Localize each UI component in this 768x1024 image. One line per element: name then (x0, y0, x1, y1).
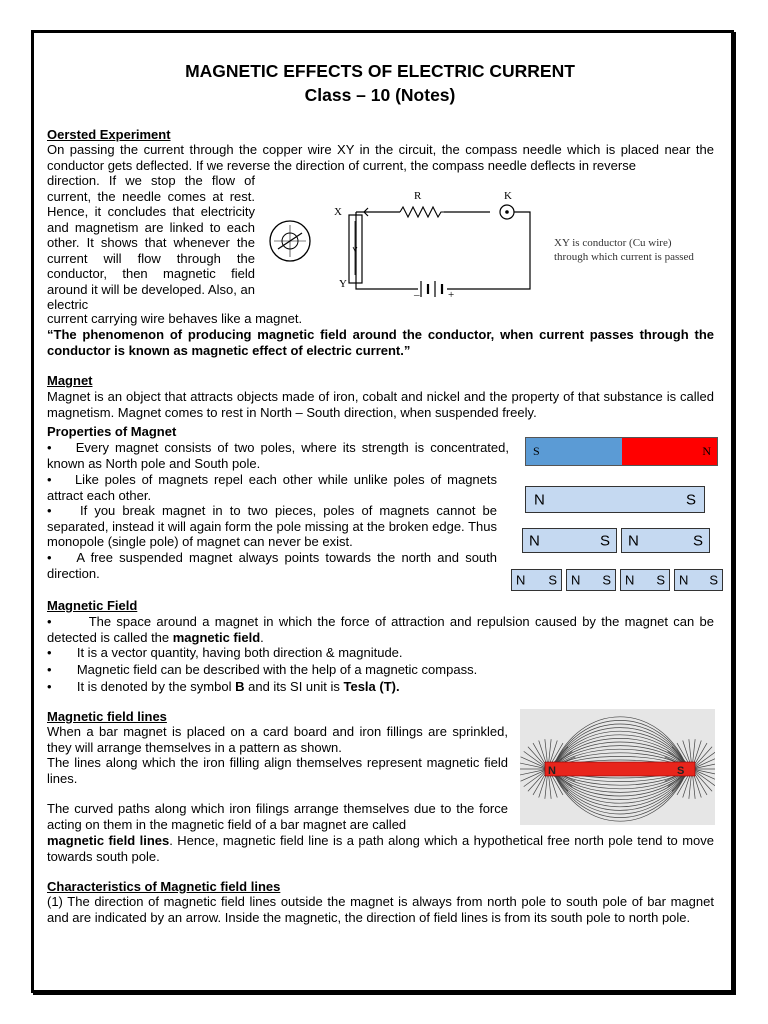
property-item-4: • A free suspended magnet always points towards the north and south direction. (47, 550, 497, 581)
page-subtitle: Class – 10 (Notes) (304, 85, 456, 105)
field-lines-p1: When a bar magnet is placed on a card board and iron fillings are sprinkled, they will arrange themselves in a pattern as shown. (47, 724, 508, 755)
bar-magnet-quarter-1 (511, 569, 562, 591)
north-half (622, 438, 717, 465)
oersted-quote: “The phenomenon of producing magnetic field around the conductor, when current passes through the conductor is known as magnetic effect of electric current.” (47, 327, 714, 358)
bar-magnet-red (545, 762, 695, 776)
field-lines-p3-cont (47, 833, 714, 864)
field-bullet-4-symbol: B (235, 679, 245, 694)
compass-icon (270, 221, 310, 261)
bar-magnet-half-1 (522, 528, 617, 553)
field-bullet-3: • Magnetic field can be described with the help of a magnetic compass. (47, 662, 478, 677)
property-item-2: • Like poles of magnets repel each other while unlike poles of magnets attract each other. (47, 472, 498, 503)
field-bullet-2-text: It is a vector quantity, having both direction & magnitude. (76, 645, 403, 660)
field-bullet-1-bold: magnetic field (172, 629, 261, 645)
field-bullet-4: • It is denoted by the symbol B and its SI unit is Tesla (T). (47, 679, 400, 694)
filings-pole-n: N (548, 765, 556, 777)
oersted-text: On passing the current through the copper wire XY in the circuit, the compass needle which is placed near the conductor gets deflected. If we reverse the direction of current, the compass needle deflects in reverse (47, 142, 714, 173)
pole-n-label: N (516, 572, 526, 588)
oersted-heading: Oersted Experiment (47, 127, 171, 142)
field-lines-heading: Magnetic field lines (47, 709, 167, 724)
bar-magnet-quarter-3 (620, 569, 670, 591)
field-bullet-2: • It is a vector quantity, having both direction & magnitude. (47, 645, 403, 660)
pole-n-label: N (571, 572, 581, 588)
magnet-heading: Magnet (47, 373, 93, 388)
property-item-3: • If you break magnet in to two pieces, poles of magnets cannot be separated, instead it will again form the pole missing at the broken edge. Thus monopole (single pole) of magnet can never be exist. (47, 503, 497, 549)
magnetic-field-heading: Magnetic Field (47, 598, 138, 613)
battery-minus: – (414, 289, 420, 301)
key-switch-icon (500, 205, 514, 219)
label-x: X (334, 206, 342, 218)
pole-s-label: S (692, 532, 703, 549)
field-bullet-3-text: Magnetic field can be described with the help of a magnetic compass. (76, 662, 478, 677)
oersted-tail-text: current carrying wire behaves like a magnet. (47, 311, 303, 326)
pole-s-label: S (685, 491, 696, 508)
property-text: If you break magnet in to two pieces, poles of magnets cannot be separated, instead it will again form the pole missing at the broken edge. Thus monopole (single pole) of magnet can never be exist. (47, 503, 497, 549)
characteristics-heading: Characteristics of Magnetic field lines (47, 879, 281, 894)
page-title: MAGNETIC EFFECTS OF ELECTRIC CURRENT (185, 61, 575, 81)
pole-n-label: N (702, 444, 711, 458)
pole-n-label: N (625, 572, 635, 588)
label-y: Y (339, 278, 347, 290)
iron-filings-image (520, 709, 715, 825)
pole-s-label: S (548, 572, 557, 588)
filings-pole-s: S (677, 765, 685, 777)
circuit-wires (349, 208, 530, 289)
diagram-caption-line2: through which current is passed (554, 251, 694, 263)
bar-magnet-quarter-4 (674, 569, 723, 591)
resistor-icon (400, 207, 444, 217)
field-bullet-1: • The space around a magnet in which the force of attraction and repulsion caused by the magnet can be detected is called the magnetic field. (47, 614, 715, 645)
field-lines-term: magnetic field lines (47, 833, 170, 848)
battery-plus: + (448, 289, 455, 301)
property-text: Like poles of magnets repel each other while unlike poles of magnets attract each other. (47, 472, 498, 503)
property-text: Every magnet consists of two poles, where its strength is concentrated, known as North pole and South pole. (47, 440, 509, 471)
properties-heading: Properties of Magnet (47, 424, 177, 439)
south-half (526, 438, 622, 465)
magnet-text: Magnet is an object that attracts objects made of iron, cobalt and nickel and the property of that substance is called magnetism. Magnet comes to rest in North – South direction, when suspended freely. (47, 389, 714, 420)
pole-s-label: S (709, 572, 718, 588)
label-k: K (504, 190, 512, 202)
field-bullet-4-unit: Tesla (T). (343, 679, 400, 694)
bar-magnet-quarter-2 (566, 569, 616, 591)
oersted-circuit-diagram (268, 185, 723, 305)
oersted-wrapped-text: direction. If we stop the flow of current, the needle comes at rest. Hence, it concludes that electricity and magnetism are linked to each other. It shows that whenever the current will flow through the conductor, then magnetic field around it will be developed. Also, an electric (47, 173, 255, 312)
property-text: A free suspended magnet always points towards the north and south direction. (47, 550, 497, 581)
pole-s-label: S (602, 572, 611, 588)
field-bullet-4-mid: and its SI unit is (244, 679, 344, 694)
field-bullet-1-text: The space around a magnet in which the force of attraction and repulsion caused by the magnet can be detected is called the (47, 614, 715, 645)
diagram-caption-line1: XY is conductor (Cu wire) (554, 237, 672, 249)
pole-s-label: S (599, 532, 610, 549)
field-bullet-1-end: . (260, 629, 264, 645)
characteristics-item-1: (1) The direction of magnetic field lines outside the magnet is always from north pole to south pole of bar magnet and are indicated by an arrow. Inside the magnetic, the direction of field lines is from its south pole to north pole. (47, 894, 714, 925)
field-lines-p2: The lines along which the iron filling align themselves represent magnetic field lines. (47, 755, 508, 786)
field-bullet-4-text: It is denoted by the symbol (76, 679, 236, 694)
pole-n-label: N (679, 572, 689, 588)
pole-s-label: S (533, 444, 540, 458)
pole-n-label: N (628, 532, 639, 549)
field-lines-p3-rest: . Hence, magnetic field line is a path along which a hypothetical free north pole tend to move towards south pole. (47, 833, 714, 864)
battery-icon (421, 281, 442, 297)
pole-n-label: N (534, 491, 545, 508)
property-item-1: • Every magnet consists of two poles, where its strength is concentrated, known as North pole and South pole. (47, 440, 509, 471)
bar-magnet-half-2 (621, 528, 710, 553)
bar-magnet-whole (525, 486, 705, 513)
label-r: R (414, 190, 422, 202)
colored-bar-magnet (525, 437, 718, 466)
field-lines-p3: The curved paths along which iron filings arrange themselves due to the force acting on them in the magnetic field of a bar magnet are called (47, 801, 508, 832)
pole-s-label: S (656, 572, 665, 588)
pole-n-label: N (529, 532, 540, 549)
